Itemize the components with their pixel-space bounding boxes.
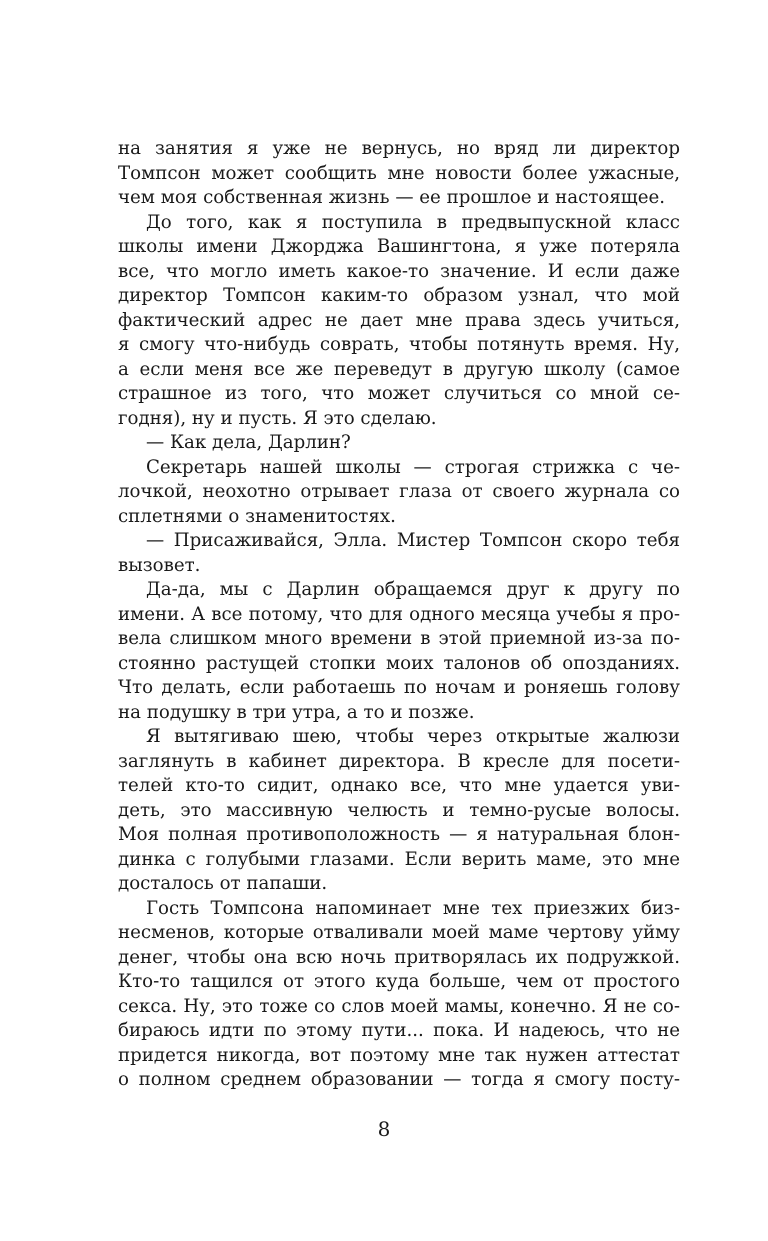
text-line: а если меня все же переведут в другую школу (самое — [118, 358, 680, 380]
text-line: — Присаживайся, Элла. Мистер Томпсон скоро тебя — [146, 530, 680, 551]
text-line: секса. Ну, это тоже со слов моей мамы, конечно. Я не со- — [118, 995, 680, 1017]
text-line: До того, как я поступила в предвыпускной класс — [146, 211, 680, 233]
text-line: телей кто-то сидит, однако все, что мне удается уви- — [118, 775, 680, 796]
text-line: Я вытягиваю шею, чтобы через открытые жалюзи — [146, 726, 680, 747]
text-line: о полном среднем образовании — тогда я смогу посту- — [118, 1069, 680, 1090]
page-number: 8 — [377, 1117, 391, 1141]
text-line: — Как дела, Дарлин? — [146, 432, 351, 453]
text-line: придется никогда, вот поэтому мне так нужен аттестат — [118, 1044, 680, 1066]
text-line: несменов, которые отваливали моей маме чертову уйму — [118, 922, 680, 943]
text-line: все, что могло иметь какое-то значение. И если даже — [118, 260, 680, 282]
text-line: сплетнями о знаменитостях. — [118, 505, 396, 527]
text-line: на занятия я уже не вернусь, но вряд ли директор — [118, 138, 680, 159]
text-line: Что делать, если работаешь по ночам и роняешь голову — [118, 677, 680, 698]
text-line: директор Томпсон каким-то образом узнал, что мой — [118, 285, 680, 306]
text-line: досталось от папаши. — [118, 873, 328, 894]
text-line: Моя полная противоположность — я натуральная блон- — [118, 824, 680, 845]
body-text — [118, 137, 680, 1093]
text-line: стоянно растущей стопки моих талонов об опозданиях. — [118, 652, 680, 674]
text-line: годня), ну и пусть. Я это сделаю. — [118, 407, 437, 429]
text-line: на подушку в три утра, а то и позже. — [118, 701, 475, 723]
text-line: Томпсон может сообщить мне новости более ужасные, — [118, 162, 680, 184]
text-line: бираюсь идти по этому пути... пока. И надеюсь, что не — [118, 1020, 680, 1041]
text-line: Секретарь нашей школы — строгая стрижка с че- — [146, 456, 680, 478]
text-line: школы имени Джорджа Вашингтона, я уже потеряла — [118, 236, 680, 257]
text-line: деть, это массивную челюсть и темно-русые волосы. — [118, 799, 680, 821]
text-line: чем моя собственная жизнь — ее прошлое и настоящее. — [118, 187, 666, 208]
text-line: страшное из того, что может случиться со мной се- — [118, 383, 680, 404]
text-line: Да-да, мы с Дарлин обращаемся друг к другу по — [146, 579, 680, 600]
text-line: я смогу что-нибудь соврать, чтобы потянуть время. Ну, — [118, 334, 680, 355]
text-line: вызовет. — [118, 554, 201, 576]
text-line: лочкой, неохотно отрывает глаза от своего журнала со — [118, 481, 680, 502]
text-line: Гость Томпсона напоминает мне тех приезжих биз- — [146, 897, 680, 919]
text-line: вела слишком много времени в этой приемной из-за по- — [118, 628, 680, 649]
text-line: имени. А все потому, что для одного месяца учебы я про- — [118, 603, 680, 625]
text-line: денег, чтобы она всю ночь притворялась их подружкой. — [118, 946, 680, 968]
text-line: фактический адрес не дает мне права здесь учиться, — [118, 309, 680, 331]
text-line: заглянуть в кабинет директора. В кресле для посети- — [118, 750, 680, 772]
text-line: динка с голубыми глазами. Если верить маме, это мне — [118, 848, 680, 870]
text-line: Кто-то тащился от этого куда больше, чем от простого — [118, 971, 680, 992]
